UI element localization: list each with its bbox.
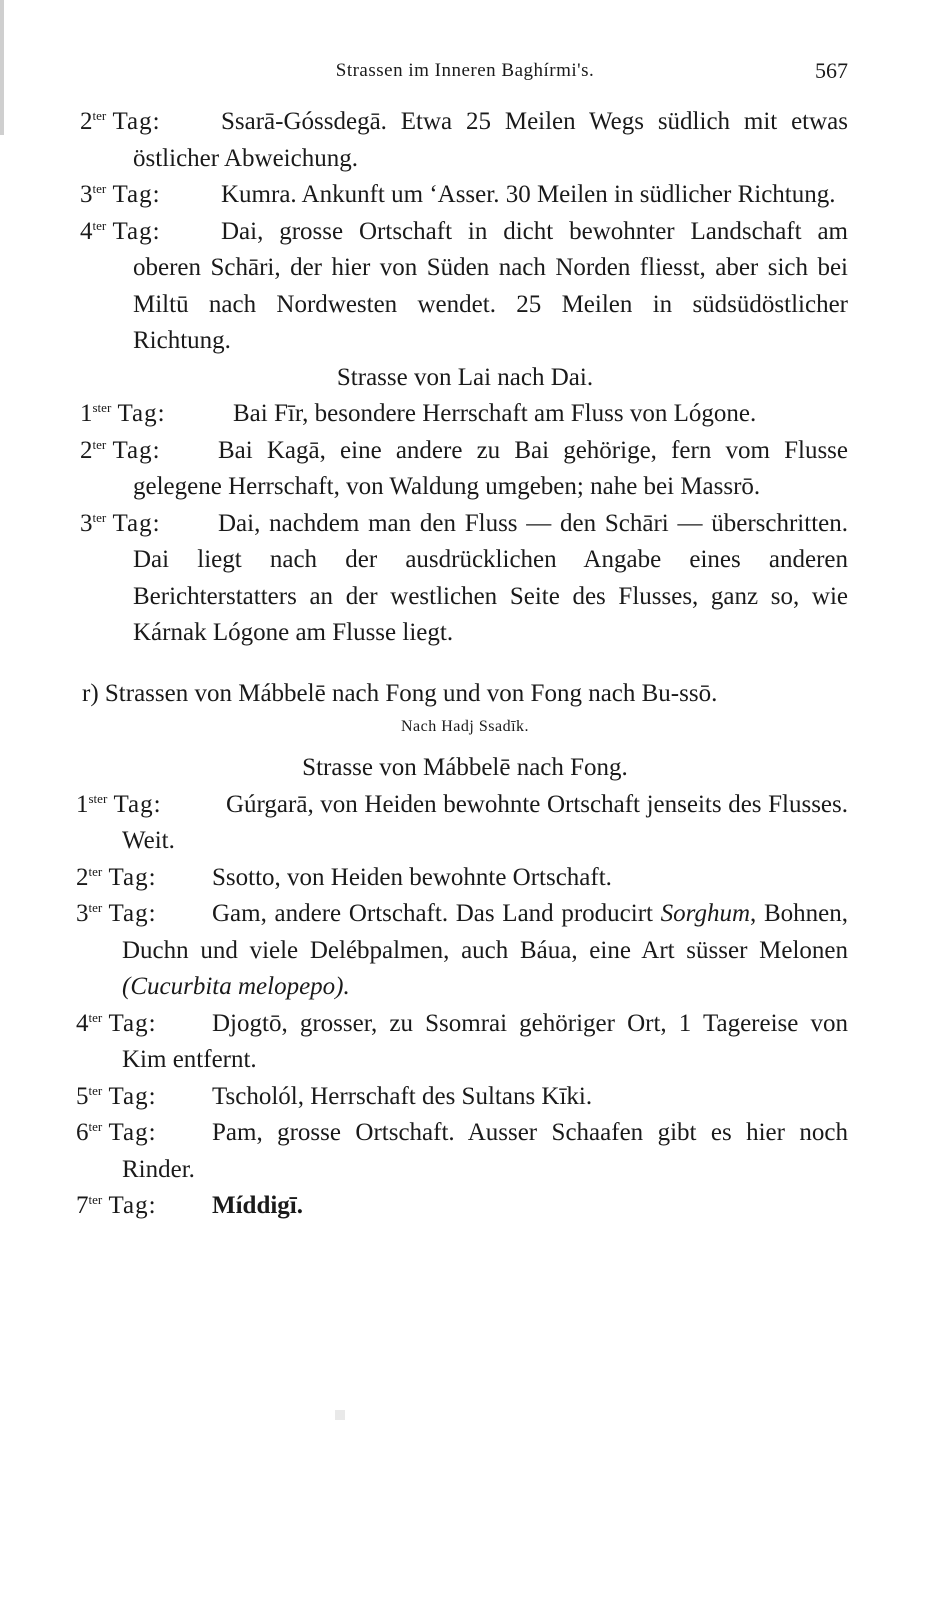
day-entry bbox=[0, 104, 930, 177]
day-ordinal: 3 bbox=[80, 509, 93, 537]
day-ordinal: 7 bbox=[76, 1192, 89, 1219]
day-label bbox=[76, 1188, 157, 1225]
day-ordinal: 1 bbox=[76, 790, 89, 818]
tag-word: Tag: bbox=[108, 900, 157, 927]
day-text: Míddigī. bbox=[212, 1192, 303, 1219]
day-entry bbox=[0, 896, 930, 1006]
day-text: Bai Kagā, eine andere zu Bai gehörige, fern vom Flusse gelegene Herrschaft, von Waldung umgeben; nahe bei Massrō. bbox=[133, 436, 848, 500]
latin-term: (Cucurbita melopepo). bbox=[122, 973, 350, 1000]
running-header-title: Strassen im Inneren Baghírmi's. bbox=[335, 60, 595, 81]
day-entry bbox=[0, 1115, 930, 1188]
tag-word: Tag: bbox=[112, 108, 161, 135]
route-heading: Strasse von Lai nach Dai. bbox=[336, 363, 594, 391]
ordinal-suffix: ster bbox=[92, 400, 112, 415]
tag-word: Tag: bbox=[112, 436, 161, 464]
day-text: Gam, andere Ortschaft. Das Land producirt bbox=[212, 900, 661, 927]
day-text: Djogtō, grosser, zu Ssomrai gehöriger Ort, 1 Tagereise von Kim entfernt. bbox=[122, 1009, 848, 1073]
day-entry bbox=[0, 860, 930, 897]
day-label bbox=[76, 896, 157, 933]
day-entry bbox=[0, 214, 930, 360]
day-ordinal: 2 bbox=[80, 108, 93, 135]
day-ordinal: 5 bbox=[76, 1082, 89, 1110]
ordinal-suffix: ter bbox=[88, 1119, 103, 1134]
tag-word: Tag: bbox=[108, 1119, 157, 1146]
ordinal-suffix: ter bbox=[88, 1082, 103, 1098]
day-ordinal: 2 bbox=[80, 436, 93, 464]
day-ordinal: 3 bbox=[76, 900, 89, 927]
latin-term: Sorghum bbox=[660, 900, 751, 927]
day-text: Dai, grosse Ortschaft in dicht bewohnter Landschaft am oberen Schāri, der hier von Süden nach Norden fliesst, aber sich bei Miltū nach Nordwesten wendet. 25 Meilen in südsüdöstlicher Richtung. bbox=[133, 217, 848, 354]
section-heading: r) Strassen von Mábbelē nach Fong und von Fong nach Bu-ssō. bbox=[82, 679, 718, 707]
day-label bbox=[80, 104, 161, 141]
tag-word: Tag: bbox=[113, 790, 162, 818]
ordinal-suffix: ter bbox=[88, 1192, 103, 1207]
day-ordinal: 2 bbox=[76, 863, 89, 891]
day-text: Pam, grosse Ortschaft. Ausser Schaafen gibt es hier noch Rinder. bbox=[122, 1119, 848, 1183]
ordinal-suffix: ter bbox=[92, 436, 107, 452]
ordinal-suffix: ter bbox=[88, 1009, 103, 1025]
day-entry bbox=[0, 177, 930, 214]
day-text: , Bohnen, Duchn und viele Delébpalmen, auch Báua, eine Art süsser Melonen bbox=[122, 900, 848, 964]
ordinal-suffix: ter bbox=[92, 217, 107, 233]
day-entry bbox=[0, 787, 930, 860]
tag-word: Tag: bbox=[108, 1009, 157, 1037]
tag-word: Tag: bbox=[108, 1082, 157, 1110]
day-label bbox=[80, 506, 161, 543]
ordinal-suffix: ster bbox=[88, 790, 108, 806]
day-entry bbox=[0, 396, 930, 433]
day-label bbox=[76, 860, 157, 897]
day-label bbox=[80, 433, 161, 470]
day-text: Ssarā-Góssdegā. Etwa 25 Meilen Wegs südlich mit etwas östlicher Abweichung. bbox=[133, 108, 848, 172]
day-ordinal: 4 bbox=[76, 1009, 89, 1037]
day-ordinal: 4 bbox=[80, 217, 93, 245]
day-label bbox=[80, 396, 166, 433]
day-text: Tscholól, Herrschaft des Sultans Kīki. bbox=[212, 1082, 593, 1110]
day-label bbox=[76, 787, 162, 824]
route-heading: Strasse von Mábbelē nach Fong. bbox=[302, 754, 628, 781]
day-ordinal: 6 bbox=[76, 1119, 89, 1146]
day-label bbox=[76, 1115, 157, 1152]
day-text: Gúrgarā, von Heiden bewohnte Ortschaft jenseits des Flusses. Weit. bbox=[122, 790, 848, 854]
day-label bbox=[76, 1006, 157, 1043]
day-text: Bai Fīr, besondere Herrschaft am Fluss von Lógone. bbox=[233, 400, 757, 427]
ordinal-suffix: ter bbox=[92, 108, 107, 123]
tag-word: Tag: bbox=[112, 181, 161, 208]
tag-word: Tag: bbox=[112, 509, 161, 537]
day-entry bbox=[0, 506, 930, 652]
tag-word: Tag: bbox=[108, 1192, 157, 1219]
ordinal-suffix: ter bbox=[92, 181, 107, 196]
day-entry bbox=[0, 1006, 930, 1079]
day-label bbox=[80, 177, 161, 214]
tag-word: Tag: bbox=[112, 217, 161, 245]
paper-smudge bbox=[335, 1410, 345, 1420]
ordinal-suffix: ter bbox=[88, 863, 103, 879]
ordinal-suffix: ter bbox=[88, 900, 103, 915]
day-ordinal: 1 bbox=[80, 400, 93, 427]
spacer bbox=[0, 742, 930, 750]
day-entry bbox=[0, 1079, 930, 1116]
day-text: Kumra. Ankunft um ‘Asser. 30 Meilen in südlicher Richtung. bbox=[221, 181, 836, 208]
source-note: Nach Hadj Ssadīk. bbox=[400, 718, 530, 735]
day-ordinal: 3 bbox=[80, 181, 93, 208]
page-number: 567 bbox=[815, 58, 848, 83]
day-label bbox=[80, 214, 161, 251]
ordinal-suffix: ter bbox=[92, 509, 107, 525]
tag-word: Tag: bbox=[108, 863, 157, 891]
day-entry bbox=[0, 433, 930, 506]
day-label bbox=[76, 1079, 157, 1116]
day-entry bbox=[0, 1188, 930, 1225]
running-header bbox=[0, 56, 930, 88]
day-text: Ssotto, von Heiden bewohnte Ortschaft. bbox=[212, 863, 612, 891]
page-body bbox=[0, 104, 930, 1225]
tag-word: Tag: bbox=[117, 400, 166, 427]
section-r-entries bbox=[0, 787, 930, 1225]
day-text: Dai, nachdem man den Fluss — den Schāri — überschritten. Dai liegt nach der ausdrücklichen Angabe eines anderen Berichterstatters an der westlichen Seite des Flusses, ganz so, wie Kárnak Lógone am Flusse liegt. bbox=[133, 509, 848, 646]
